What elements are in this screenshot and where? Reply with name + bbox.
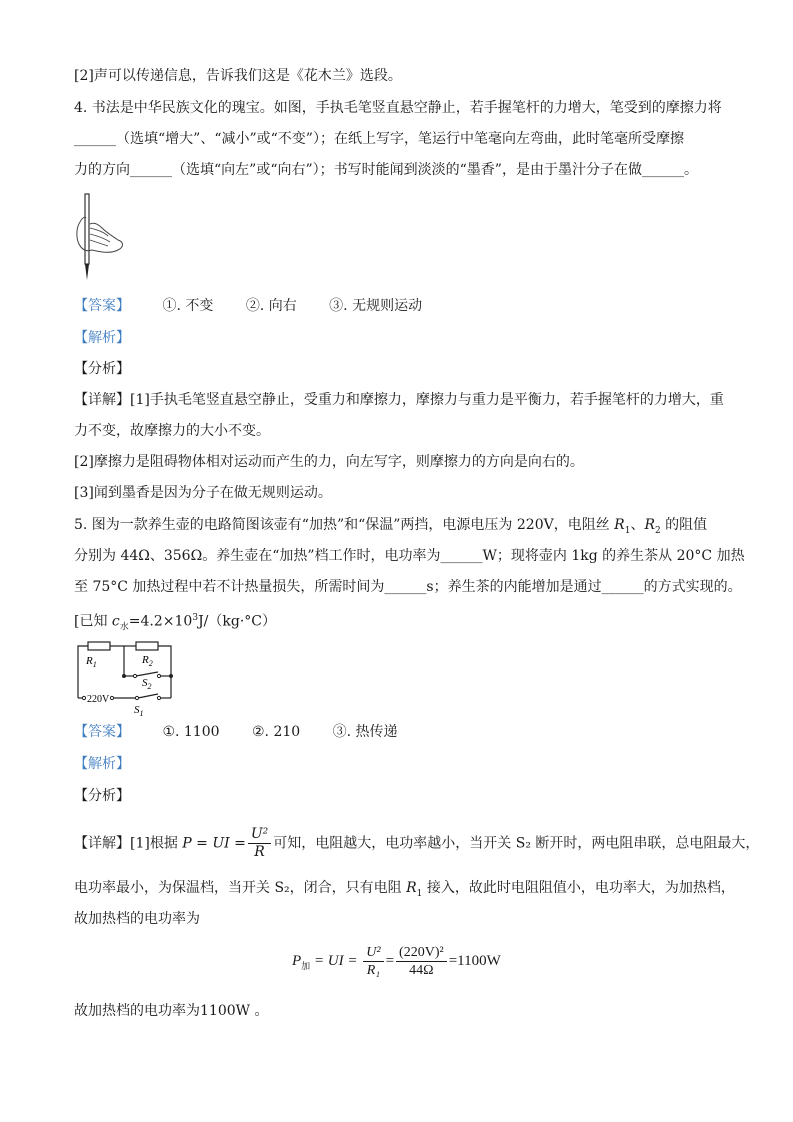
- answer-2: ②. 向右: [245, 298, 297, 314]
- q4-detail-4: [3]闻到墨香是因为分子在做无规则运动。: [74, 485, 332, 501]
- q4-line2: ______（选填“增大”、“减小”或“不变”）；在纸上写字，笔运行中笔毫向左弯曲，此时笔毫所受摩擦: [74, 131, 684, 147]
- answer-1: ①. 不变: [162, 298, 214, 314]
- q5-detail-2: 电功率最小，为保温档，当开关 S₂，闭合，只有电阻 $R_1$ 接入，故此时电阻阻值小，电功率大，为加热档，: [74, 880, 735, 899]
- power-equation: $P_加$ = UI = $\frac{\text{U²}}{\text{R₁}}$ = $\frac{\text{(220V)²}}{44\Omega}$ =1100W: [292, 945, 501, 978]
- q5-line2: 分别为 44Ω、356Ω。养生壶在“加热”档工作时，电功率为______W；现将壶内 1kg 的养生茶从 20°C 加热: [74, 548, 745, 564]
- q5-answer-row: [74, 722, 398, 742]
- q4-detail-2: 力不变，故摩擦力的大小不变。: [74, 423, 270, 439]
- q4-detail-3: [2]摩擦力是阻碍物体相对运动而产生的力，向左写字，则摩擦力的方向是向右的。: [74, 454, 584, 470]
- q5-line3: 至 75°C 加热过程中若不计热量损失，所需时间为______s；养生茶的内能增加是通过______的方式实现的。: [74, 579, 742, 595]
- answer-label: 【答案】: [74, 724, 130, 740]
- circuit-r2-label: $R_2$: [142, 654, 153, 668]
- q5-jiexi: 【解析】: [74, 756, 130, 772]
- q5-detail-4: 故加热档的电功率为1100W 。: [74, 1003, 269, 1019]
- brush-hand-figure: [74, 192, 130, 284]
- q5-detail-3: 故加热档的电功率为: [74, 911, 200, 927]
- q5-detail-1: 【详解】[1]根据 P = UI = $\frac{\text{U²}}{R}$ 可知，电阻越大，电功率越小，当开关 S₂ 断开时，两电阻串联，总电阻最大，: [74, 826, 760, 860]
- q3-tail: [2]声可以传递信息，告诉我们这是《花木兰》选段。: [74, 68, 402, 84]
- answer-2: ②. 210: [252, 724, 301, 740]
- q5-line1: 5. 图为一款养生壶的电路简图该壶有“加热”和“保温”两挡，电源电压为 220V，电阻丝 $R_1$、$R_2$ 的阻值: [74, 517, 708, 536]
- answer-3: ③. 热传递: [332, 724, 398, 740]
- circuit-s2-label: $S_2$: [142, 677, 152, 691]
- circuit-voltage-label: 220V: [87, 694, 110, 705]
- q5-line4: [已知 $c_水=4.2\times 10^3J/(kg\cdot^\circ C)$: [74, 613, 276, 633]
- q4-fenxi: 【分析】: [74, 361, 130, 377]
- power-fraction: $\frac{\text{U²}}{R}$: [248, 826, 271, 861]
- q4-line1: 4. 书法是中华民族文化的瑰宝。如图，手执毛笔竖直悬空静止，若手握笔杆的力增大，笔受到的摩擦力将: [74, 100, 722, 116]
- circuit-diagram: [74, 636, 186, 716]
- q4-jiexi: 【解析】: [74, 330, 130, 346]
- circuit-r1-label: $R_1$: [86, 655, 97, 669]
- q5-fenxi: 【分析】: [74, 788, 130, 804]
- answer-1: ①. 1100: [162, 724, 220, 740]
- circuit-s1-label: $S_1$: [134, 704, 144, 716]
- answer-3: ③. 无规则运动: [329, 298, 423, 314]
- q4-detail-1: 【详解】[1]手执毛笔竖直悬空静止，受重力和摩擦力，摩擦力与重力是平衡力，若手握笔杆的力增大，重: [74, 392, 724, 408]
- answer-label: 【答案】: [74, 298, 130, 314]
- q4-line3: 力的方向______（选填“向左”或“向右”）；书写时能闻到淡淡的“墨香”，是由于墨汁分子在做______。: [74, 162, 698, 178]
- q4-answer-row: [74, 296, 422, 316]
